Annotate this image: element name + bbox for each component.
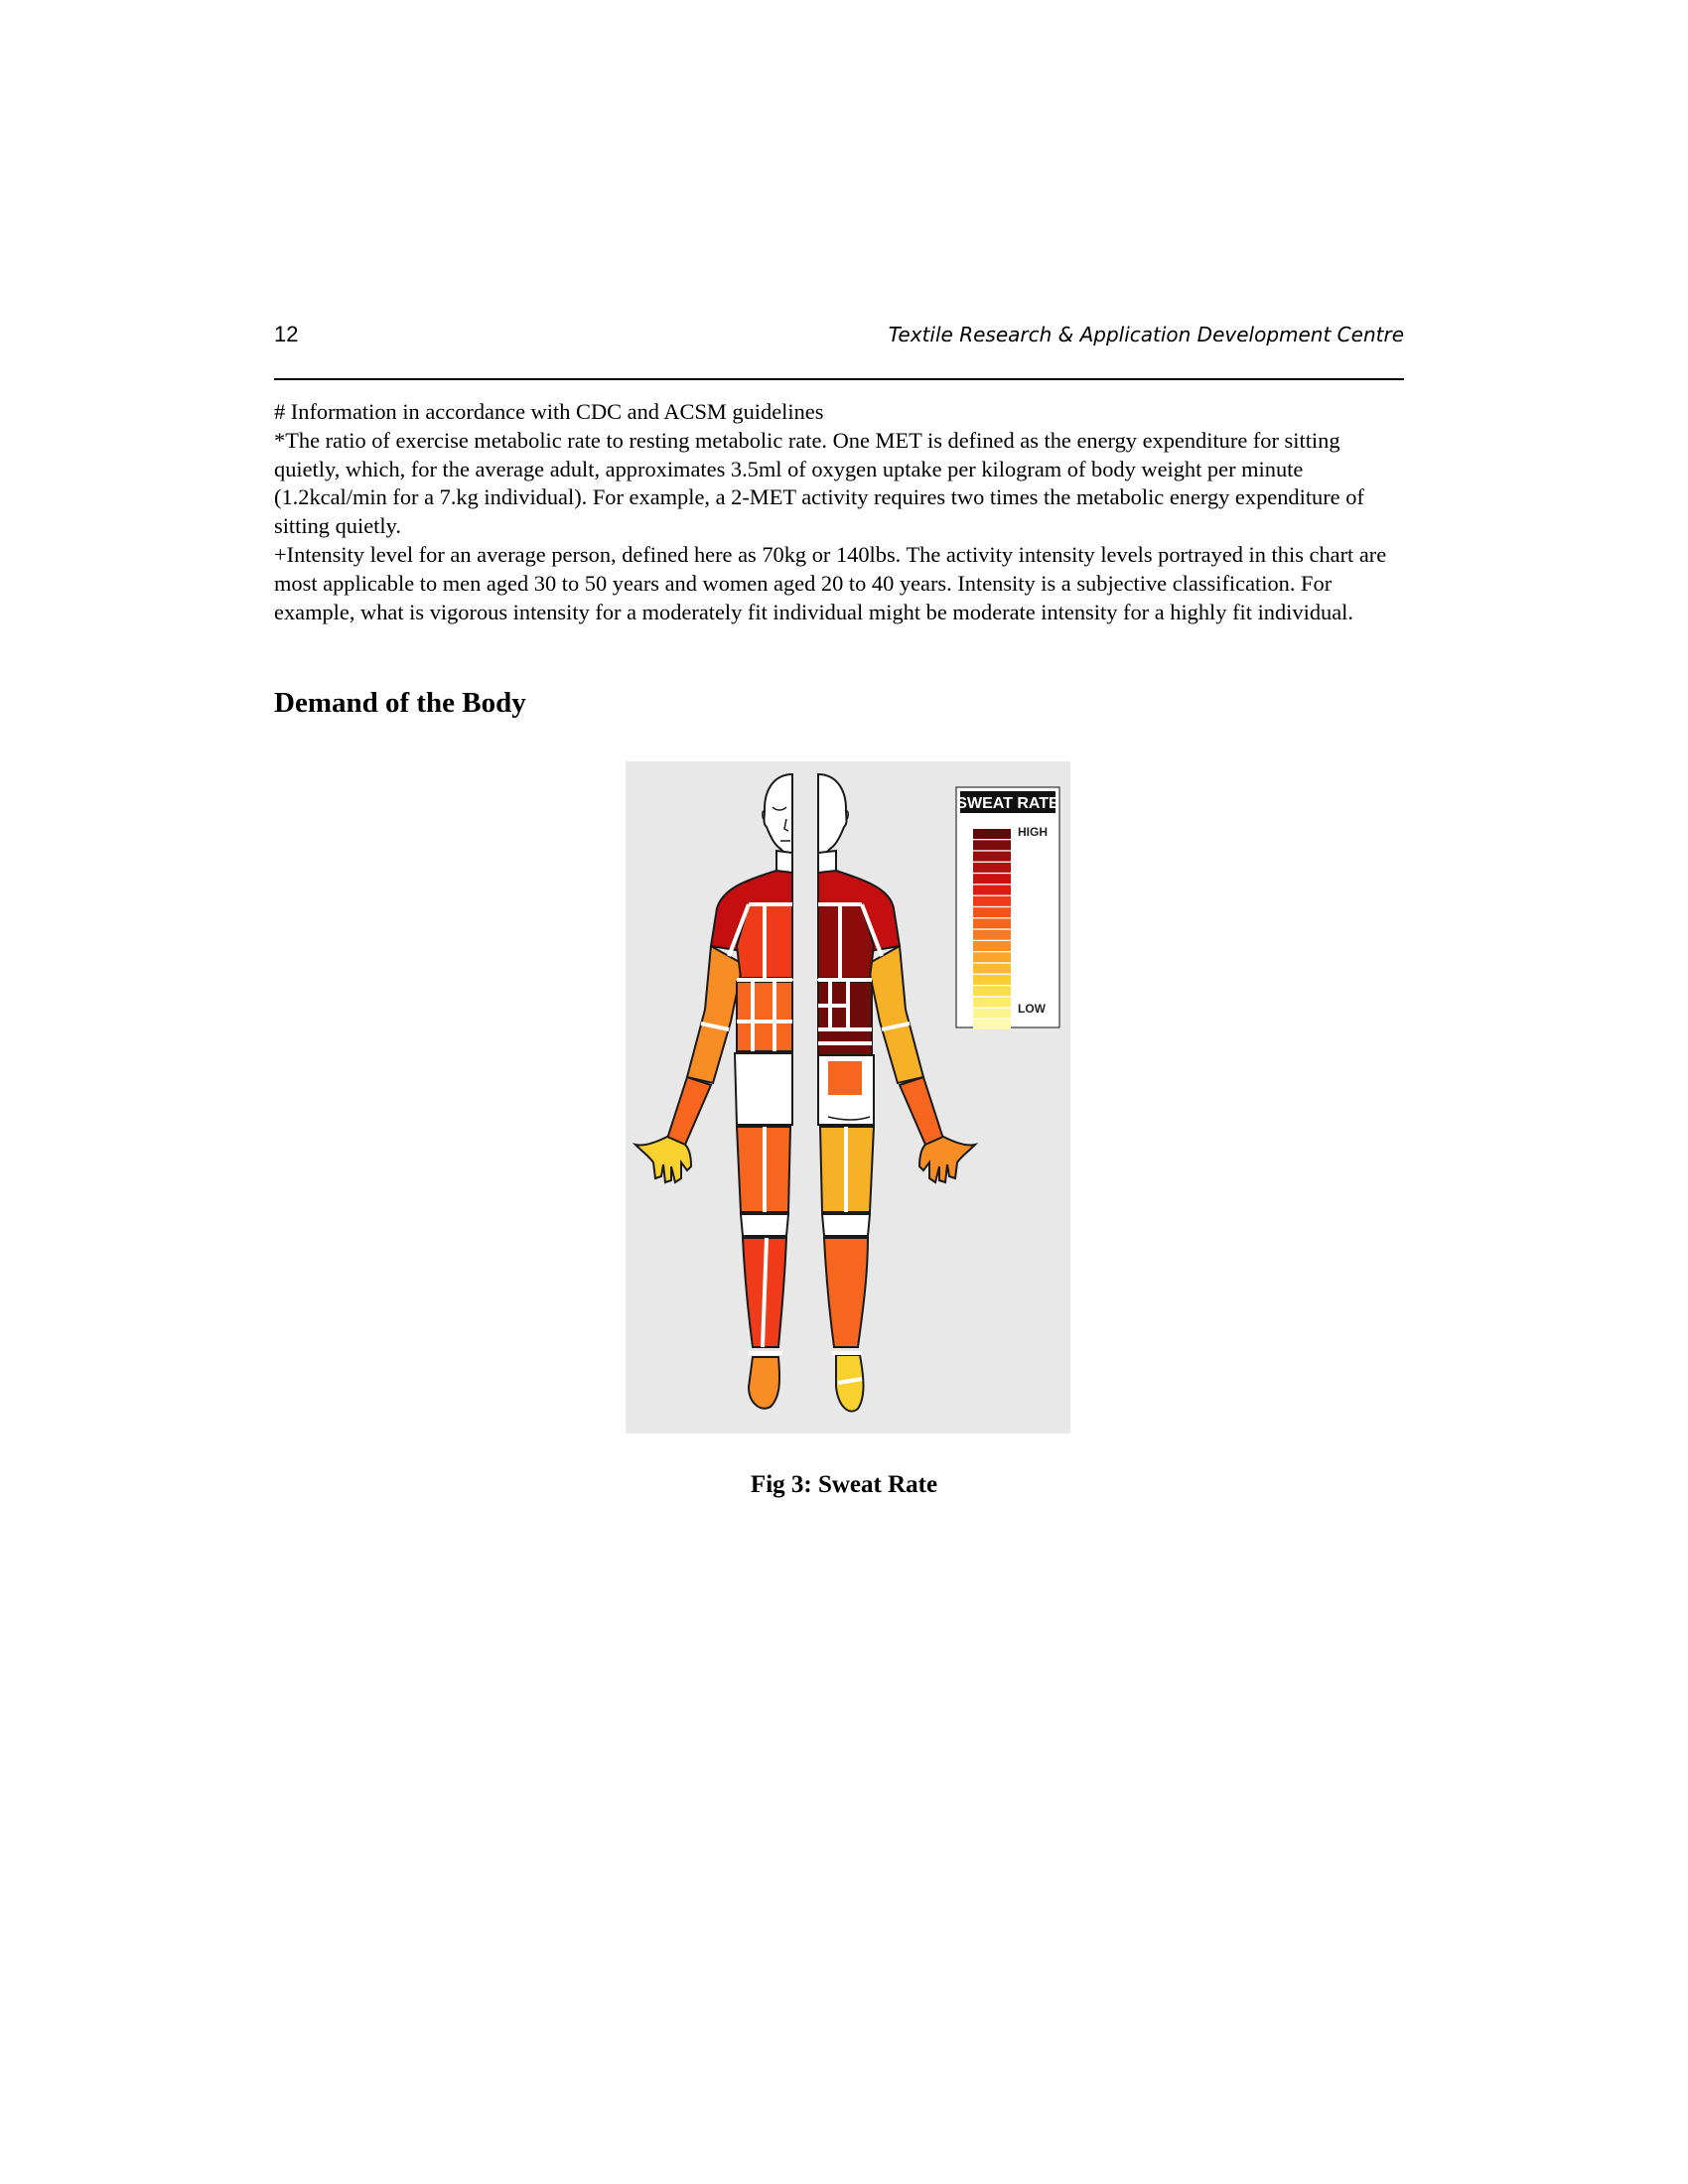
front-neck (776, 851, 792, 873)
legend-swatch (973, 1020, 1011, 1029)
legend-swatch (973, 975, 1011, 985)
front-hip (735, 1053, 792, 1125)
front-forearm (667, 1077, 711, 1145)
back-forearm (900, 1077, 943, 1145)
front-head (765, 774, 793, 857)
footnotes (274, 398, 1411, 626)
legend-swatch (973, 829, 1011, 839)
front-foot (749, 1357, 779, 1409)
back-hand (919, 1137, 975, 1182)
legend-swatch (973, 886, 1011, 895)
legend-swatch (973, 986, 1011, 996)
legend-high-label: HIGH (1018, 825, 1048, 839)
legend-swatch (973, 1009, 1011, 1019)
front-knee (741, 1214, 788, 1236)
legend-swatch (973, 998, 1011, 1008)
legend-swatch (973, 874, 1011, 884)
front-abdomen (737, 982, 792, 1051)
legend-swatch (973, 840, 1011, 850)
sweat-rate-legend (956, 787, 1059, 1029)
legend-swatch (973, 964, 1011, 974)
legend-swatch (973, 896, 1011, 906)
note-guidelines: # Information in accordance with CDC and ACSM guidelines (274, 399, 824, 424)
front-body-half (635, 774, 792, 1409)
legend-low-label: LOW (1018, 1002, 1046, 1016)
figure-caption: Fig 3: Sweat Rate (750, 1471, 938, 1498)
front-hand (635, 1137, 691, 1182)
back-upper-arm (868, 946, 923, 1083)
legend-swatch (973, 930, 1011, 940)
header-rule (274, 378, 1404, 380)
sweat-rate-figure (626, 761, 1070, 1433)
back-head (818, 774, 847, 857)
legend-swatch (973, 907, 1011, 917)
legend-title: SWEAT RATE (956, 795, 1059, 812)
legend-swatch (973, 952, 1011, 962)
legend-swatch (973, 941, 1011, 951)
back-neck (818, 851, 836, 873)
running-title: Textile Research & Application Development Centre (888, 323, 1404, 346)
back-knee (822, 1214, 870, 1236)
note-met: *The ratio of exercise metabolic rate to resting metabolic rate. One MET is defined as the energy expenditure for sitting quietly, which, for the average adult, approximates 3.5ml of oxygen uptake per kilogram of body weight per minute (1.2kcal/min for a 7.kg individual). For example, a 2-MET activity requires two times the metabolic energy expenditure of sitting quietly. (274, 427, 1364, 539)
note-intensity: +Intensity level for an average person, defined here as 70kg or 140lbs. The activity intensity levels portrayed in this chart are most applicable to men aged 30 to 50 years and women aged 20 to 40 years. Intensity is a subjective classification. For example, what is vigorous intensity for a moderately fit individual might be moderate intensity for a highly fit individual. (274, 541, 1387, 624)
legend-swatch (973, 863, 1011, 873)
back-sacrum-patch (828, 1061, 862, 1095)
section-title: Demand of the Body (274, 687, 526, 719)
legend-swatch (973, 918, 1011, 928)
body-map-svg (626, 761, 1070, 1433)
back-calf (824, 1238, 868, 1347)
legend-swatch (973, 852, 1011, 862)
page-number: 12 (274, 322, 299, 346)
